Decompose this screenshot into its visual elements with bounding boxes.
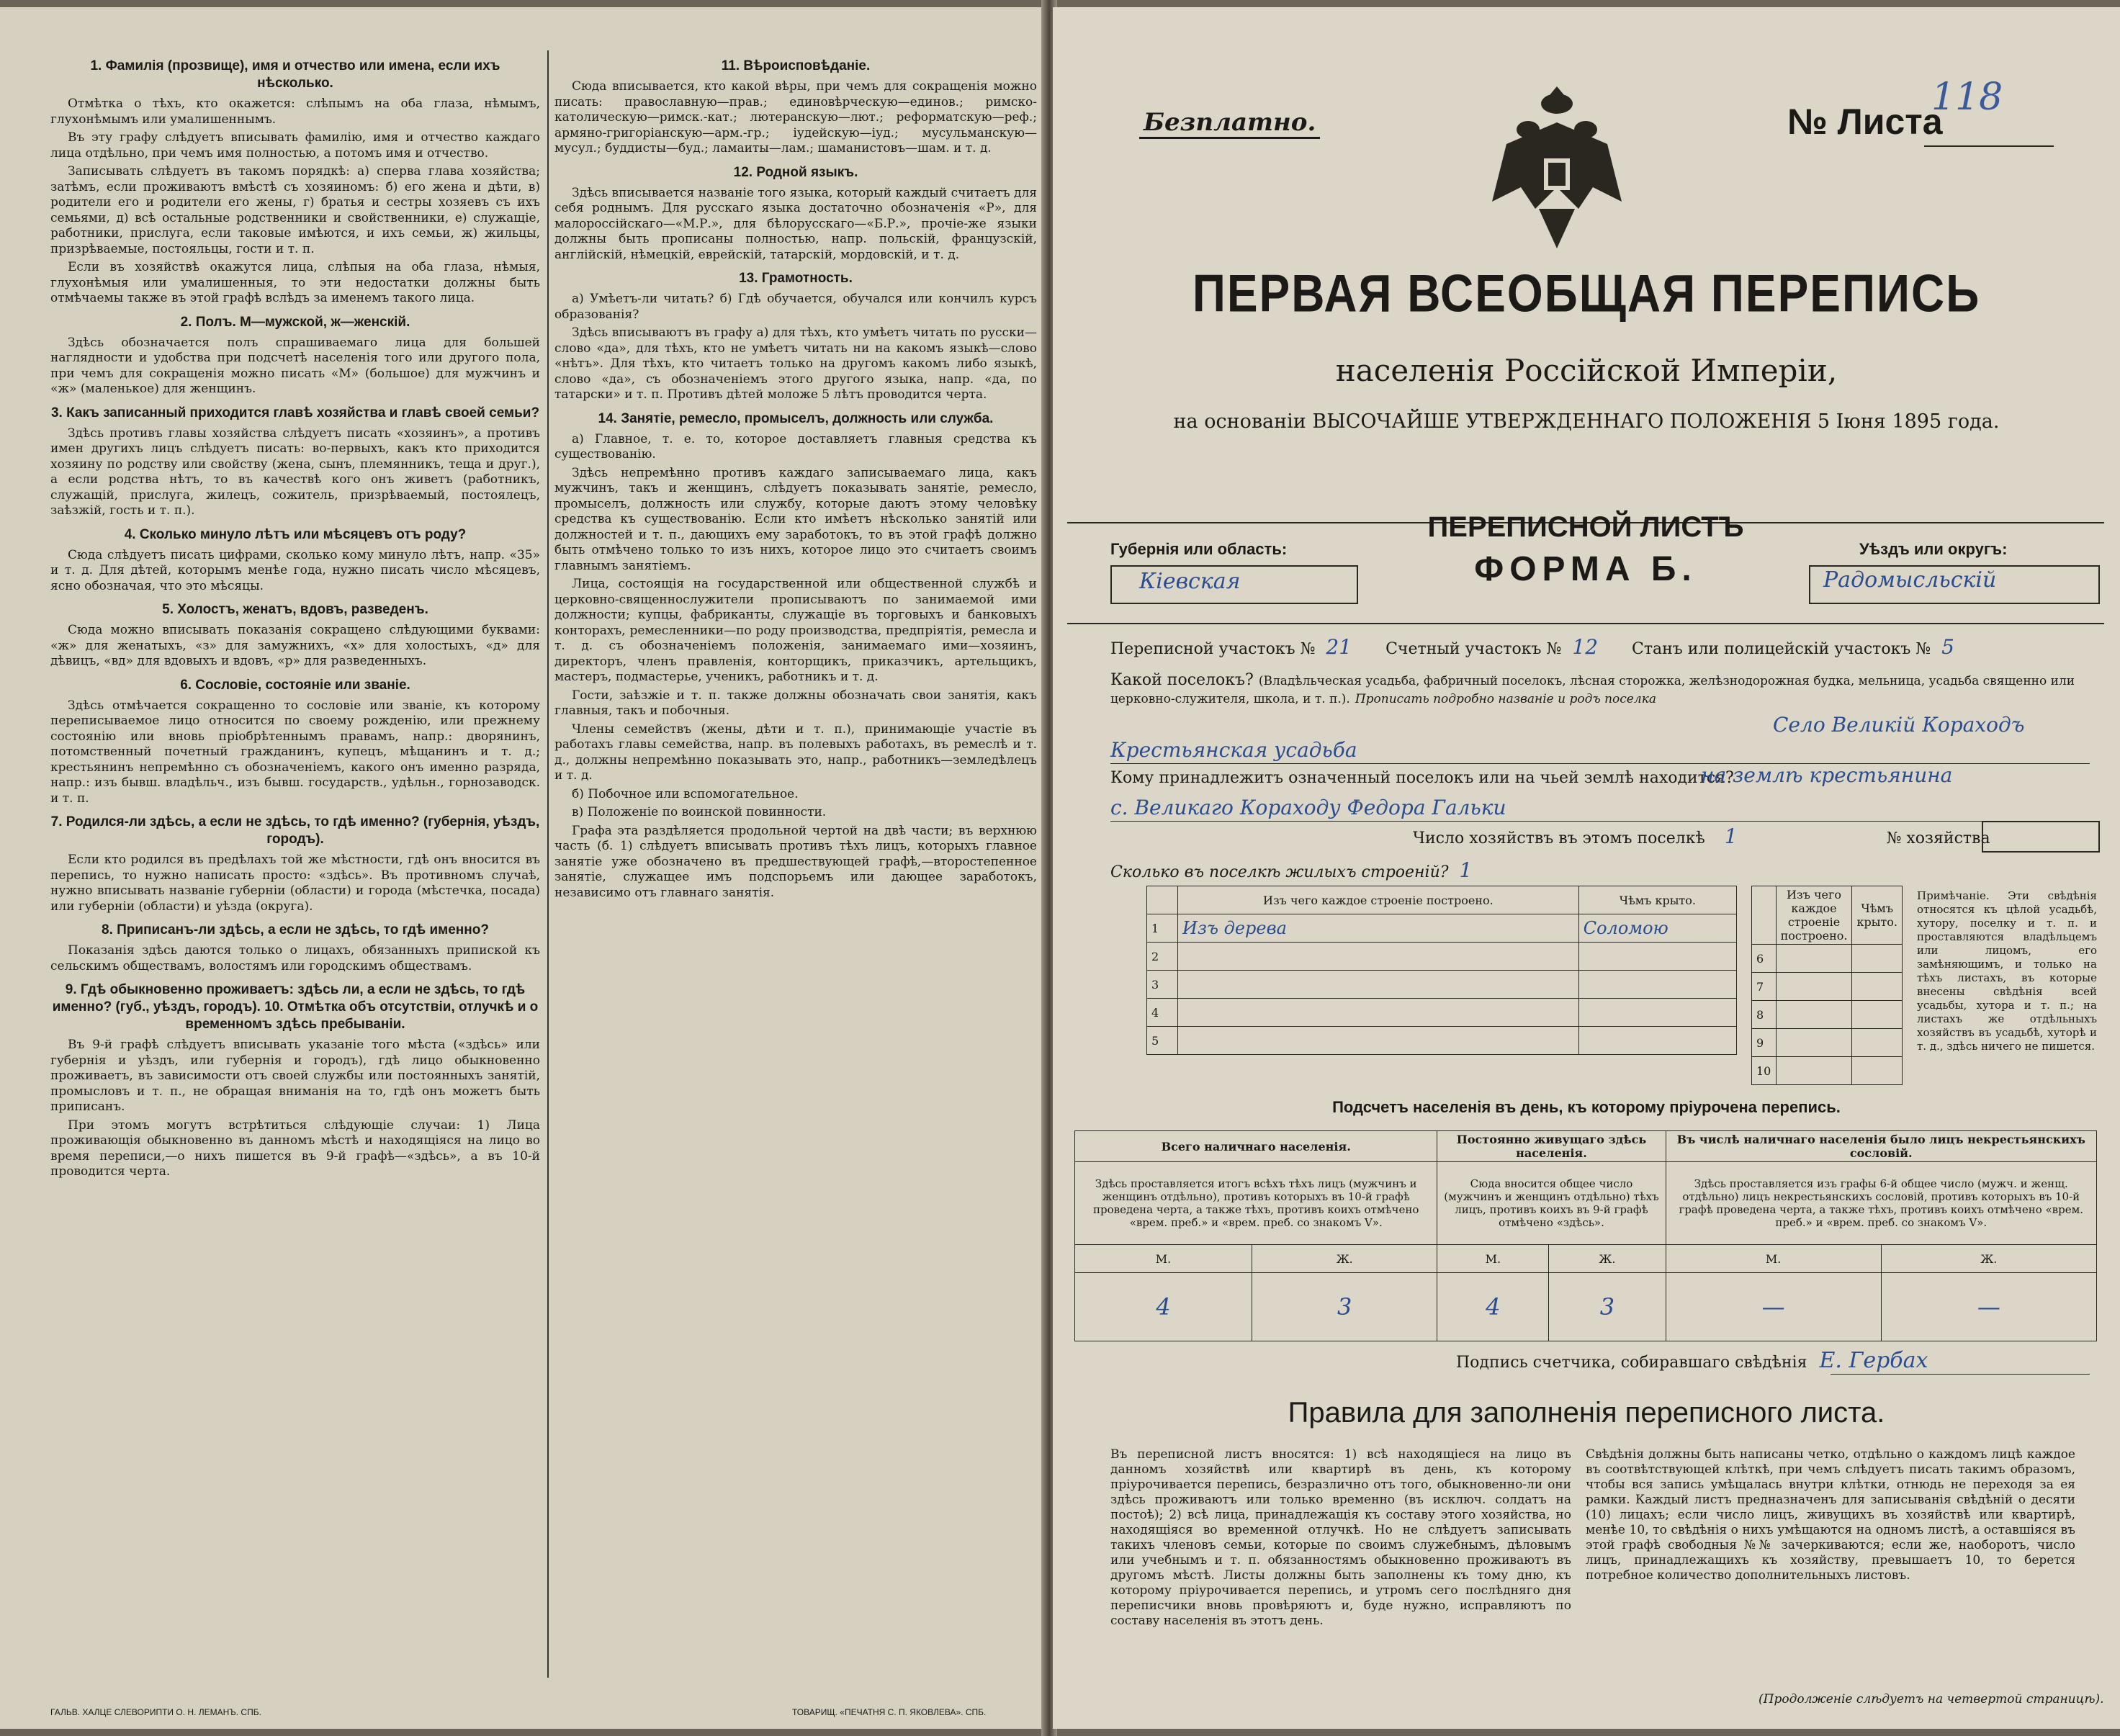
owner-value-1[interactable]: на землѣ крестьянина xyxy=(1701,763,1953,787)
population-col-description: Сюда вносится общее число (мужчинъ и женщинъ отдѣльно) тѣхъ лицъ, противъ коихъ въ 9-й графѣ отмѣчено «здѣсь». xyxy=(1437,1162,1666,1245)
owner-label: Кому принадлежитъ означенный поселокъ или на чьей землѣ находится? xyxy=(1110,769,1734,787)
owner-value-2[interactable]: с. Великаго Кораходу Федора Гальки xyxy=(1110,796,1506,819)
building-row xyxy=(1752,945,1903,973)
owner-line xyxy=(1110,821,2090,822)
rules-title: Правила для заполненія переписного листа. xyxy=(1288,1397,1885,1429)
building-material-cell[interactable] xyxy=(1776,1029,1852,1057)
printer-imprint: ГАЛЬВ. ХАЛЦЕ СЛЕВОРИПТИ О. Н. ЛЕМАНЪ. СПБ. xyxy=(50,1707,261,1717)
section-paragraph: Здѣсь вписывается названіе того языка, который каждый считаетъ для себя роднымъ. Для русскаго языка достаточно обозначенія «Р», для малороссійскаго—«М.Р.», для бѣлорусскаго—«Б.Р.», прочіе-же языки должны быть прописаны полностью, напр. польскій, французскій, англійскій, нѣмецкій, еврейскій, татарскій, мордовскій, и т. д. xyxy=(554,185,1037,262)
building-roof-cell[interactable] xyxy=(1578,1027,1736,1055)
building-row-number: 3 xyxy=(1147,971,1178,999)
section-paragraph: Сюда вписывается, кто какой вѣры, при чемъ для сокращенія можно писать: православную—прав.; единовѣрческую—единов.; римско-католическую—римск.-кат.; лютеранскую—лют.; реформатскую—реф.; армяно-григоріанскую—арм.-гр.; іудейскую—іуд.; мусульманскую—мусул.; буддисты—буд.; ламаиты—лам.; шаманистовъ—шам. и т. д. xyxy=(554,79,1037,156)
household-no-label: № хозяйства xyxy=(1886,829,1990,847)
section-paragraph: При этомъ могутъ встрѣтиться слѣдующіе случаи: 1) Лица проживающія обыкновенно въ данномъ мѣстѣ и находящіяся на лицо во время переписи,—о нихъ пишется въ 9-й графѣ—«здѣсь», а въ 10-й проводится черта. xyxy=(50,1117,540,1179)
count-value[interactable]: 12 xyxy=(1572,635,1599,659)
section-paragraph: Въ 9-й графѣ слѣдуетъ вписывать указаніе того мѣста («здѣсь» или губернія и уѣздъ, или губернія и городъ), гдѣ лицо обыкновенно проживаетъ, въ зависимости отъ своей службы или постоянныхъ занятій, промысловъ и т. п., не обращая вниманія на то, гдѣ онъ можетъ быть приписанъ. xyxy=(50,1038,540,1114)
building-row xyxy=(1147,1027,1737,1055)
building-row xyxy=(1147,943,1737,971)
section-paragraph: Здѣсь вписываютъ въ графу а) для тѣхъ, кто умѣетъ читать по русски—слово «да», для тѣхъ, кто не умѣетъ читать ни на какомъ языкѣ—слово «нѣтъ». Для тѣхъ, кто читаетъ только на другомъ какомъ либо языкѣ, слово «да», съ обозначеніемъ этого другого языка, напр. «да, по татарски» и т. п. Противъ дѣтей моложе 5 лѣтъ проводится черта. xyxy=(554,325,1037,402)
imperial-eagle-emblem xyxy=(1485,79,1629,252)
gubernia-value: Кіевская xyxy=(1139,569,1241,594)
section-paragraph: а) Главное, т. е. то, которое доставляетъ главныя средства къ существованію. xyxy=(554,431,1037,462)
signature-value[interactable]: Е. Гербах xyxy=(1819,1348,1928,1373)
settlement-label: Какой поселокъ? xyxy=(1110,671,1254,689)
building-material-cell[interactable] xyxy=(1776,1001,1852,1029)
uezd-label: Уѣздъ или округъ: xyxy=(1859,540,2008,558)
section-paragraph: Въ эту графу слѣдуетъ вписывать фамилію, имя и отчество каждаго лица отдѣльно, при чемъ имя полностью, а потомъ имя и отчество. xyxy=(50,130,540,161)
continued-note: (Продолженіе слѣдуетъ на четвертой страницѣ). xyxy=(1759,1692,2104,1706)
free-label: Безплатно. xyxy=(1139,108,1320,139)
building-roof-cell[interactable] xyxy=(1578,999,1736,1027)
female-count[interactable]: 3 xyxy=(1252,1273,1437,1341)
building-roof-cell[interactable] xyxy=(1852,973,1903,1001)
bt-material-header-r: Изъ чего каждое строеніе построено. xyxy=(1776,886,1852,945)
census-title: ПЕРВАЯ ВСЕОБЩАЯ ПЕРЕПИСЬ xyxy=(1192,263,1981,323)
section-title: 8. Приписанъ-ли здѣсь, а если не здѣсь, то гдѣ именно? xyxy=(102,922,489,937)
section-paragraph: Если кто родился въ предѣлахъ той же мѣстности, гдѣ онъ вносится въ перепись, то нужно написать просто: «здѣсь». Въ противномъ случаѣ, нужно вписывать названіе губерніи (области) и города (мѣстечка, посада) или губерніи (области) и уѣзда (округа). xyxy=(50,853,540,914)
building-row xyxy=(1752,1057,1903,1085)
bt-num-header-r xyxy=(1752,886,1777,945)
female-label: Ж. xyxy=(1549,1245,1666,1273)
section-paragraph: б) Побочное или вспомогательное. xyxy=(572,786,799,801)
signature-line xyxy=(1831,1374,2090,1375)
male-count[interactable]: 4 xyxy=(1075,1273,1252,1341)
left-column-a xyxy=(50,50,540,1692)
building-roof-cell[interactable] xyxy=(1578,943,1736,971)
count-label: Счетный участокъ № xyxy=(1385,640,1562,658)
building-row-number: 1 xyxy=(1147,914,1178,943)
building-material-cell[interactable] xyxy=(1776,973,1852,1001)
rules-column-a: Въ переписной листъ вносятся: 1) всѣ находящіеся на лицо въ данномъ хозяйствѣ или квартирѣ въ день, къ которому пріурочивается перепись, безразлично отъ того, обыкновенно-ли они здѣсь проживаютъ или только временно (въ исключ. солдатъ на постоѣ); 2) всѣ лица, принадлежащія къ составу этого хозяйства, но находящіяся во временной отлучкѣ. Но не слѣдуетъ записывать такихъ членовъ семьи, которые по своимъ служебнымъ, дѣловымъ или учебнымъ и т. п. обязанностямъ обыкновенно проживаютъ въ другомъ мѣстѣ. Листы должны быть заполнены къ тому дню, къ которому пріурочивается перепись, и утромъ сего послѣдняго дня переписчики вновь провѣряютъ и, буде нужно, исправляютъ по составу населенія въ этотъ день. xyxy=(1110,1447,1571,1628)
section-title: 9. Гдѣ обыкновенно проживаетъ: здѣсь ли, а если не здѣсь, то гдѣ именно? (губ., уѣздъ, городъ). 10. Отмѣтка объ отсутствіи, отлучкѣ и о временномъ здѣсь пребываніи. xyxy=(52,982,539,1032)
section-paragraph: Члены семействъ (жены, дѣти и т. п.), принимающіе участіе въ работахъ главы семейства, напр. въ полевыхъ работахъ, въ ремеслѣ и т. д., должны непремѣнно показывать это, напр., работникъ—земледѣлецъ и т. д. xyxy=(554,721,1037,783)
buildings-label: Сколько въ поселкѣ жилыхъ строеній? xyxy=(1110,863,1449,881)
building-row-number: 8 xyxy=(1752,1001,1777,1029)
section-paragraph: Если въ хозяйствѣ окажутся лица, слѣпыя на оба глаза, нѣмыя, глухонѣмыя или умалишенныя, то эти недостатки должны быть отмѣчаемы также въ этой графѣ вслѣдъ за именемъ такого лица. xyxy=(50,260,540,305)
section-paragraph: Здѣсь противъ главы хозяйства слѣдуетъ писать «хозяинъ», а противъ имен другихъ лицъ слѣдуетъ писать: во-первыхъ, какъ кто приходится хозяину по родству или свойству (жена, сынъ, племянникъ, теща и друг.), а если родства нѣтъ, то въ качествѣ кого онъ живетъ (работникъ, служащій, прислуга, жилецъ, сожитель, призрѣваемый, постоялецъ, заѣзжій, гость и т. п.). xyxy=(50,426,540,518)
household-no-box[interactable] xyxy=(1982,821,2100,853)
building-roof-cell[interactable] xyxy=(1852,1029,1903,1057)
building-material-cell[interactable] xyxy=(1178,1027,1579,1055)
section-paragraph: Гости, заѣзжіе и т. п. также должны обозначать свои занятія, какъ главныя, такъ и побочныя. xyxy=(554,688,1037,718)
stan-value[interactable]: 5 xyxy=(1941,635,1954,659)
form-title-line2: ФОРМА Б. xyxy=(1474,550,1697,588)
census-subtitle: населенія Россійской Имперіи, xyxy=(1335,353,1838,388)
section-paragraph: Графа эта раздѣляется продольной чертой на двѣ части; въ верхнюю часть (б. 1) слѣдуетъ вписывать противъ тѣхъ лицъ, которыхъ главное занятіе уже обозначено въ предшествующей графѣ,—второстепенное занятіе, служащее имъ подспорьемъ или дающее заработокъ, независимо отъ главнаго занятія. xyxy=(554,823,1037,900)
section-title: 13. Грамотность. xyxy=(739,271,853,286)
building-roof-cell[interactable] xyxy=(1852,945,1903,973)
section-title: 6. Сословіе, состояніе или званіе. xyxy=(180,677,410,693)
male-label: М. xyxy=(1437,1245,1549,1273)
section-title: 5. Холостъ, женатъ, вдовъ, разведенъ. xyxy=(162,602,428,617)
male-label: М. xyxy=(1075,1245,1252,1273)
column-divider xyxy=(547,50,549,1678)
households-row xyxy=(1413,824,1990,848)
bt-roof-header-r: Чѣмъ крыто. xyxy=(1852,886,1903,945)
settlement-value-2[interactable]: Крестьянская усадьба xyxy=(1110,738,1357,762)
female-label: Ж. xyxy=(1881,1245,2096,1273)
building-row-number: 2 xyxy=(1147,943,1178,971)
form-title-line1: ПЕРЕПИСНОЙ ЛИСТЪ xyxy=(1427,511,1744,543)
form-title xyxy=(1384,511,1787,589)
signature-row xyxy=(1456,1348,1928,1373)
building-row xyxy=(1147,914,1737,943)
population-col-header: Въ числѣ наличнаго населенія было лицъ некрестьянскихъ сословій. xyxy=(1666,1131,2096,1162)
section-paragraph: Записывать слѣдуетъ въ такомъ порядкѣ: а) сперва глава хозяйства; затѣмъ, если проживаютъ вмѣстѣ съ хозяиномъ: б) его жена и дѣти, в) родители его и родители его жены, г) братья и сестры хозяевъ съ ихъ семьями, д) всѣ остальные родственники и свойственники, е) служащіе, работники, прислуга, если таковые имѣются, и ихъ семьи, ж) жильцы, призрѣваемые, постояльцы, гости и т. п. xyxy=(50,164,540,256)
section-paragraph: Сюда можно вписывать показанія сокращено слѣдующими буквами: «ж» для женатыхъ, «з» для замужнихъ, «х» для холостыхъ, «д» для дѣвицъ, «вд» для вдовыхъ и вдовъ, «р» для разведенныхъ. xyxy=(50,623,540,668)
section-title: 14. Занятіе, ремесло, промыселъ, должность или служба. xyxy=(598,410,994,426)
buildings-row xyxy=(1110,858,1472,882)
female-count[interactable]: — xyxy=(1881,1273,2096,1341)
building-row-number: 7 xyxy=(1752,973,1777,1001)
section-title: 4. Сколько минуло лѣтъ или мѣсяцевъ отъ роду? xyxy=(124,526,467,542)
settlement-row xyxy=(1110,671,2104,707)
male-count[interactable]: — xyxy=(1666,1273,1881,1341)
building-row xyxy=(1147,999,1737,1027)
settlement-hint2: Прописать подробно названіе и родъ поселка xyxy=(1355,692,1656,706)
building-roof-cell[interactable] xyxy=(1852,1001,1903,1029)
settlement-value-1[interactable]: Село Великій Кораходъ xyxy=(1773,713,2025,737)
building-material-cell[interactable] xyxy=(1178,999,1579,1027)
section-paragraph: Здѣсь отмѣчается сокращенно то сословіе или званіе, къ которому переписываемое лицо относится по своему рожденію, или прежнему состоянію или вновь пріобрѣтеннымъ правамъ, напр.: дворянинъ, потомственный почетный гражданинъ, купецъ, мѣщанинъ и т. д.; крестьянинъ непремѣнно съ обозначеніемъ, какого онъ именно разряда, напр.: изъ бывш. владѣльч., изъ бывш. государств., удѣльн., горнозаводск. и т. п. xyxy=(50,698,540,806)
section-title: 2. Полъ. М—мужской, ж—женскій. xyxy=(180,314,410,330)
section-paragraph: Лица, состоящія на государственной или общественной службѣ и церковно-священнослужители прописываютъ по занимаемой ими должности; купцы, фабриканты, служащіе въ торговыхъ и банковыхъ конторахъ, ремесленники—по роду производства, предпріятія, ремесла и т. д. съ обозначеніемъ положенія, занимаемаго ими—хозяинъ, директоръ, членъ правленія, конторщикъ, приказчикъ, артельщикъ, мастеръ, подмастерье, ученикъ, работникъ и т. д. xyxy=(554,577,1037,684)
female-label: Ж. xyxy=(1252,1245,1437,1273)
section-paragraph: Показанія здѣсь даются только о лицахъ, обязанныхъ припиской къ сельскимъ обществамъ, волостямъ или городскимъ обществамъ. xyxy=(50,943,540,973)
buildings-value[interactable]: 1 xyxy=(1459,858,1473,882)
plot-label: Переписной участокъ № xyxy=(1110,640,1316,658)
building-roof-cell[interactable]: Соломою xyxy=(1578,914,1736,943)
left-column-b xyxy=(554,50,1037,1692)
building-roof-cell[interactable] xyxy=(1852,1057,1903,1085)
gubernia-label: Губернія или область: xyxy=(1110,540,1288,558)
uezd-value: Радомысльскій xyxy=(1823,567,1997,593)
right-page xyxy=(1053,7,2120,1729)
section-paragraph: Здѣсь непремѣнно противъ каждаго записываемаго лица, какъ мужчинъ, такъ и женщинъ, слѣдуетъ показывать занятіе, ремесло, промыселъ, должность или службу, которые даютъ этому человѣку средства къ существованію. Если кто имѣетъ нѣсколько занятій или должностей и т. п., дающихъ ему заработокъ, то въ этой графѣ должно быть отмѣчено только то изъ нихъ, которое лицо это считаетъ своимъ главнымъ занятіемъ. xyxy=(554,465,1037,573)
rules-column-b: Свѣдѣнія должны быть написаны четко, отдѣльно о каждомъ лицѣ каждое въ соотвѣтствующей клѣткѣ, при чемъ слѣдуетъ писать такимъ образомъ, чтобы вся запись умѣщалась внутри клѣтки, отнюдь не переходя за ея рамки. Каждый листъ предназначенъ для записыванія свѣдѣній о десяти (10) лицахъ; если число лицъ, живущихъ въ хозяйствѣ или квартирѣ, менѣе 10, то свѣдѣнія о нихъ умѣщаются на одномъ листѣ, а оставшіяся въ этой графѣ свободныя №№ зачеркиваются; если же, наоборотъ, число лицъ, принадлежащихъ къ хозяйству, превышаетъ 10, то берется потребное количество дополнительныхъ листовъ. xyxy=(1586,1447,2075,1583)
households-label: Число хозяйствъ въ этомъ поселкѣ xyxy=(1413,829,1705,847)
section-paragraph: в) Положеніе по воинской повинности. xyxy=(572,805,827,819)
section-title: 1. Фамилія (прозвище), имя и отчество или имена, если ихъ нѣсколько. xyxy=(90,58,500,91)
building-material-cell[interactable] xyxy=(1178,971,1579,999)
building-material-cell[interactable] xyxy=(1776,945,1852,973)
section-title: 12. Родной языкъ. xyxy=(733,164,858,180)
building-row-number: 5 xyxy=(1147,1027,1178,1055)
building-row xyxy=(1752,1029,1903,1057)
building-material-cell[interactable] xyxy=(1776,1057,1852,1085)
population-col-header: Всего наличнаго населенія. xyxy=(1075,1131,1437,1162)
bt-material-header: Изъ чего каждое строеніе построено. xyxy=(1178,886,1579,914)
building-roof-cell[interactable] xyxy=(1578,971,1736,999)
households-value[interactable]: 1 xyxy=(1724,824,1738,848)
left-page xyxy=(0,7,1046,1729)
signature-label: Подпись счетчика, собиравшаго свѣдѣнія xyxy=(1456,1354,1807,1372)
building-row xyxy=(1752,973,1903,1001)
sheet-number-underline xyxy=(1924,145,2054,147)
plot-row xyxy=(1110,635,1954,659)
building-row-number: 10 xyxy=(1752,1057,1777,1085)
section-paragraph: Сюда слѣдуетъ писать цифрами, сколько кому минуло лѣтъ, напр. «35» и т. д. Для дѣтей, которымъ менѣе года, нужно писать число мѣсяцевъ, ясно обозначая, что это мѣсяцы. xyxy=(50,547,540,593)
female-count[interactable]: 3 xyxy=(1549,1273,1666,1341)
building-material-cell[interactable] xyxy=(1178,943,1579,971)
buildings-table-right xyxy=(1751,886,1903,1085)
buildings-table-left xyxy=(1146,886,1737,1055)
population-col-description: Здѣсь проставляется изъ графы 6-й общее число (мужч. и женщ. отдѣльно) лицъ некрестьянскихъ сословій, противъ которыхъ въ 10-й графѣ проведена черта, а также тѣхъ, противъ коихъ отмѣчено «врем. преб.» и «врем. преб. со знакомъ V». xyxy=(1666,1162,2096,1245)
bt-num-header xyxy=(1147,886,1178,914)
building-row xyxy=(1147,971,1737,999)
publisher-imprint: ТОВАРИЩ. «ПЕЧАТНЯ С. П. ЯКОВЛЕВА». СПБ. xyxy=(792,1707,987,1717)
section-title: 3. Какъ записанный приходится главѣ хозяйства и главѣ своей семьи? xyxy=(50,405,540,420)
building-row-number: 4 xyxy=(1147,999,1178,1027)
population-col-header: Постоянно живущаго здѣсь населенія. xyxy=(1437,1131,1666,1162)
male-label: М. xyxy=(1666,1245,1881,1273)
bt-roof-header: Чѣмъ крыто. xyxy=(1578,886,1736,914)
population-title: Подсчетъ населенія въ день, къ которому пріурочена перепись. xyxy=(1332,1098,1841,1116)
settlement-hint: (Владѣльческая усадьба, фабричный поселокъ, лѣсная сторожка, желѣзнодорожная будка, мельница, усадьба священно или церковно-служителя, школа, и т. п.). xyxy=(1110,674,2075,706)
sheet-number-label: № Листа xyxy=(1787,102,1943,142)
census-decree: на основаніи ВЫСОЧАЙШЕ УТВЕРЖДЕННАГО ПОЛОЖЕНІЯ 5 Іюня 1895 года. xyxy=(1173,410,2000,433)
building-row-number: 6 xyxy=(1752,945,1777,973)
male-count[interactable]: 4 xyxy=(1437,1273,1549,1341)
form-header-rule xyxy=(1067,623,2104,624)
section-title: 7. Родился-ли здѣсь, а если не здѣсь, то гдѣ именно? (губернія, уѣздъ, городъ). xyxy=(50,814,540,847)
section-paragraph: а) Умѣетъ-ли читать? б) Гдѣ обучается, обучался или кончилъ курсъ образованія? xyxy=(554,292,1037,322)
population-col-description: Здѣсь проставляется итогъ всѣхъ тѣхъ лицъ (мужчинъ и женщинъ отдѣльно), противъ которыхъ въ 10-й графѣ проведена черта, а также тѣхъ, противъ коихъ отмѣчено «врем. преб.» и «врем. преб. со знакомъ V». xyxy=(1075,1162,1437,1245)
building-row-number: 9 xyxy=(1752,1029,1777,1057)
section-paragraph: Здѣсь обозначается полъ спрашиваемаго лица для большей наглядности и удобства при подсчетѣ населенія того или другого пола, при чемъ для сокращенія можно писать «М» (большое) для мужчинъ и «ж» (маленькое) для женщинъ. xyxy=(50,335,540,396)
building-material-cell[interactable]: Изъ дерева xyxy=(1178,914,1579,943)
sheet-number-handwritten: 118 xyxy=(1931,76,2003,119)
population-table xyxy=(1074,1130,2097,1341)
buildings-note: Примѣчаніе. Эти свѣдѣнія относятся къ цѣлой усадьбѣ, хутору, поселку и т. п. и проставляются владѣльцемъ или лицомъ, его замѣняющимъ, и только на тѣхъ листахъ, въ которые внесены свѣдѣнія всей усадьбы, хутора и т. п.; на листахъ же отдѣльныхъ хозяйствъ въ усадьбѣ, хуторѣ и т. д., здѣсь ничего не пишется. xyxy=(1917,889,2097,1053)
building-row xyxy=(1752,1001,1903,1029)
stan-label: Станъ или полицейскій участокъ № xyxy=(1632,640,1931,658)
section-title: 11. Вѣроисповѣданіе. xyxy=(721,58,871,73)
plot-value[interactable]: 21 xyxy=(1326,635,1352,659)
section-paragraph: Отмѣтка о тѣхъ, кто окажется: слѣпымъ на оба глаза, нѣмымъ, глухонѣмымъ или умалишеннымъ. xyxy=(50,96,540,127)
